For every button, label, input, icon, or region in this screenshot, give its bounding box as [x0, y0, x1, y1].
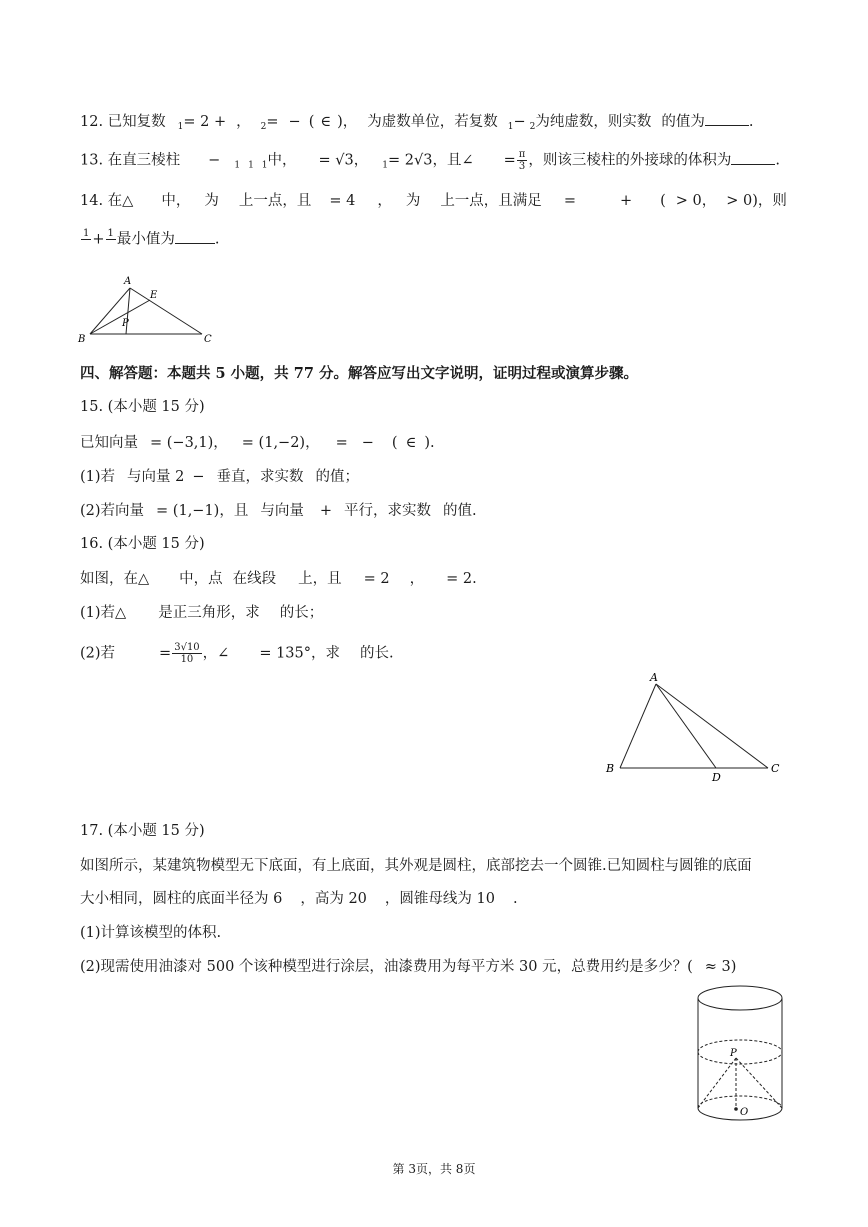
q15-text: ).: [424, 435, 435, 451]
q13-sub: 1: [248, 160, 254, 171]
q15-text: 的值；: [315, 469, 360, 485]
q15-header: 15. (本小题 15 分): [80, 399, 205, 415]
q17-header: 17. (本小题 15 分): [80, 823, 205, 839]
q15-text: 已知向量: [80, 435, 138, 451]
label-C: C: [771, 762, 780, 775]
q12-text: ，: [236, 114, 251, 130]
q16-line-1: [80, 568, 477, 590]
q14-text: 最小值为: [116, 231, 175, 248]
answer-blank: [175, 229, 215, 244]
question-12: [80, 111, 754, 138]
q15-text: = (1,−2)，: [241, 435, 320, 451]
q15-text: 垂直，求实数: [216, 469, 304, 485]
q16-text: 如图，在△: [80, 571, 150, 587]
q14-text: +: [619, 193, 633, 209]
frac-num: 1: [83, 228, 90, 239]
frac-den: [106, 240, 116, 251]
q13-text: = √3，: [318, 152, 369, 169]
q12-text: −: [288, 114, 301, 130]
q16-text: 的长.: [360, 645, 394, 662]
q14-text: 为: [204, 193, 219, 209]
frac-den: 10: [180, 654, 194, 665]
q12-sub: 1: [177, 122, 184, 132]
q15-line-3: [80, 500, 477, 522]
q15-text: = (−3,1)，: [150, 435, 228, 451]
q15-line-1: [80, 432, 435, 454]
q14-text: =: [563, 193, 576, 209]
q14-text: ，: [377, 193, 392, 209]
q16-text: ，∠: [202, 645, 230, 662]
q13-text: =: [503, 152, 516, 169]
label-P: P: [730, 1048, 737, 1059]
q15-text: (2)若向量: [80, 503, 145, 519]
q17-text: .: [512, 891, 518, 907]
q13-sub: 1: [234, 160, 241, 171]
fraction-1-over-n: [106, 228, 116, 251]
frac-den: [81, 240, 91, 251]
answer-blank: [705, 111, 749, 126]
q15-line-2: [80, 466, 359, 488]
q12-text: .: [748, 114, 754, 130]
question-14: [80, 190, 787, 212]
q12-text: = 2 +: [183, 114, 227, 130]
q15-text: =: [335, 435, 348, 451]
q15-text: (1)若: [80, 469, 116, 485]
q15-text: +: [319, 503, 332, 519]
label-E: E: [150, 290, 158, 301]
page-footer: 第 3页，共 8页: [392, 1162, 476, 1176]
q12-text: 为虚数单位，若复数: [367, 114, 498, 130]
q13-text: 中，: [267, 152, 297, 169]
q15-text: 与向量 2: [127, 469, 185, 485]
q12-text: 12. 已知复数: [80, 114, 166, 130]
q12-text: −: [513, 114, 526, 130]
label-D: D: [712, 771, 721, 784]
q14-text: (: [660, 193, 666, 209]
q16-text: = 2: [363, 571, 390, 587]
fraction-1-over-m: [81, 228, 91, 251]
q15-text: −: [361, 435, 374, 451]
q12-sub: 2: [529, 122, 536, 132]
q17-line-3: (1)计算该模型的体积.: [80, 925, 222, 941]
q16-text: 上，且: [298, 571, 342, 587]
q16-text: ，: [409, 571, 425, 587]
q13-text: = 2√3，且∠: [388, 152, 474, 169]
question-13: [80, 149, 780, 177]
q15-text: 的值.: [443, 503, 477, 519]
q15-text: ∈: [405, 435, 417, 451]
q15-text: 平行，求实数: [344, 503, 431, 519]
q17-text: ≈ 3): [704, 959, 737, 975]
label-A: A: [650, 671, 658, 684]
frac-num: 3√10: [174, 642, 200, 653]
q16-text: 的长；: [279, 605, 324, 621]
q12-text: (: [308, 114, 315, 130]
q13-text: 13. 在直三棱柱: [80, 152, 181, 169]
q14-text: > 0)，则: [726, 193, 787, 209]
q17-text: 大小相同，圆柱的底面半径为 6: [80, 891, 283, 907]
q17-line-2: [80, 888, 518, 910]
q16-text: = 135°，求: [259, 645, 341, 662]
q16-text: 在线段: [232, 571, 277, 587]
q13-sub: 1: [382, 160, 388, 171]
q14-text: 上一点，且: [238, 193, 312, 209]
q16-text: =: [159, 645, 172, 662]
q17-text: ，高为 20: [300, 891, 367, 907]
q17-line-4: [80, 956, 736, 978]
q12-text: 的值为: [661, 114, 705, 130]
q16-header: 16. (本小题 15 分): [80, 536, 205, 552]
q16-line-3: [80, 642, 394, 665]
q14-text: 中，: [161, 193, 191, 209]
question-14-cont: [80, 228, 220, 251]
label-O: O: [740, 1107, 749, 1118]
label-B: B: [606, 762, 615, 775]
label-B: B: [78, 334, 86, 345]
q14-text: .: [214, 231, 220, 248]
q16-text: (2)若: [80, 645, 116, 662]
q14-text: = 4: [329, 193, 356, 209]
q15-text: = (1,−1)，且: [156, 503, 249, 519]
q13-sub: 1: [261, 160, 268, 171]
frac-num: 1: [107, 228, 114, 239]
figure-q14-triangle: [74, 272, 224, 346]
figure-q17-cylinder-cone: [690, 978, 790, 1128]
q13-text: .: [775, 152, 780, 169]
fraction-pi-over-3: [517, 149, 528, 172]
label-P: P: [122, 318, 129, 329]
q16-text: 是正三角形，求: [158, 605, 260, 621]
q16-text: = 2.: [446, 571, 477, 587]
center-point: [734, 1107, 738, 1111]
frac-den: 3: [518, 161, 526, 172]
q12-text: 为纯虚数，则实数: [535, 114, 652, 130]
fraction-3root10-over-10: [172, 642, 201, 665]
label-C: C: [204, 334, 212, 345]
q16-text: (1)若△: [80, 605, 127, 621]
q14-text: 14. 在△: [80, 193, 134, 209]
q17-text: ，圆锥母线为 10: [384, 891, 495, 907]
frac-num: π: [518, 149, 526, 160]
q16-line-2: [80, 602, 323, 624]
section-heading: 四、解答题：本题共 5 小题，共 77 分。解答应写出文字说明，证明过程或演算步骤。: [80, 365, 638, 382]
q12-text: )，: [337, 114, 358, 130]
q15-text: 与向量: [260, 503, 304, 519]
answer-blank: [731, 150, 775, 165]
q17-line-1: 如图所示，某建筑物模型无下底面，有上底面，其外观是圆柱，底部挖去一个圆锥.已知圆柱与圆锥的底面: [80, 858, 752, 874]
q17-text: (2)现需使用油漆对 500 个该种模型进行涂层，油漆费用为每平方米 30 元，总费用约是多少？(: [80, 959, 693, 975]
q14-text: 为: [405, 193, 421, 209]
q14-text: > 0，: [675, 193, 717, 209]
q14-text: 上一点，且满足: [440, 193, 542, 209]
q12-text: ∈: [320, 114, 332, 130]
q16-text: 中，点: [179, 571, 223, 587]
figure-q16-triangle: [600, 668, 790, 784]
q12-sub: 1: [507, 122, 514, 132]
label-A: A: [124, 276, 132, 287]
q14-text: +: [92, 231, 105, 248]
q12-text: =: [266, 114, 279, 130]
q13-text: −: [208, 152, 221, 169]
q12-sub: 2: [260, 122, 267, 132]
q15-text: −: [192, 469, 205, 485]
q15-text: (: [391, 435, 398, 451]
q13-text: ，则该三棱柱的外接球的体积为: [528, 152, 732, 169]
